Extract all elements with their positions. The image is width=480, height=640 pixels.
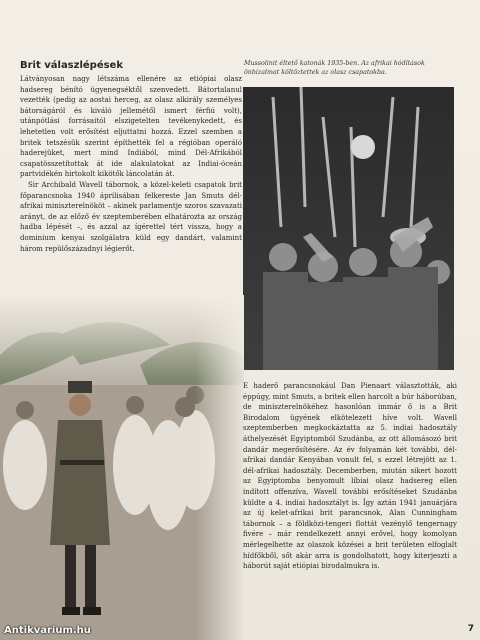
- watermark: Antikvarium.hu: [4, 625, 91, 636]
- left-paragraph-1: Látványosan nagy létszáma ellenére az etiópiai olasz hadsereg bénító ügyenegséktől szenvedett. Bátortalanul vezették (pedig az aostai herceg, az olasz alkirály személyes bátorságáról és kiváló jellemétől ismert férfiú volt), utánpótlási forrásaitól elszigetelten tevékenykedett, és lehetetlen volt erősítést eljuttatni hozzá. Ezzel szemben a britek tetszésük szerint építhették fel a régióban operáló haderejüket, mert mind Indiából, mind Dél-Afrikából csapatösszetítottak át ide alakulatokat az Indiai-óceán partvidékén hirtokolt kikötők láncolatán át.: [20, 75, 242, 179]
- right-text-column: [243, 381, 457, 572]
- officer-photo: [0, 295, 244, 640]
- crowd-photo-illustration: [243, 87, 454, 370]
- left-text-column: [20, 60, 242, 254]
- left-paragraph-2: Sir Archibald Wavell tábornok, a közel-keleti csapatok brit főparancsnoka 1940 áprilisában felkereste Jan Smuts dél-afrikai miniszterelnököt – akinek parlamentje szoros szavazati arányt, de az előző év szeptemberében elhatározta az ország hadba lépését –, és azzal az ígérettel tért vissza, hogy a dominium kenyai szolgálatra küld egy dandárt, valamint három repülőszázadnyi légierőt.: [20, 180, 242, 253]
- photo-caption: Mussolinit éltető katonák 1935-ben. Az afrikai hódítások önbizalmat költöztettek az olasz csapatokba.: [244, 60, 425, 77]
- crowd-photo: [243, 87, 454, 370]
- right-paragraph-1: E haderő parancsnokául Dan Pienaart választották, aki éppúgy, mint Smuts, a britek ellen harcolt a búr háborúban, de miniszterelnökéhez hasonlóan immár ő is a Brit Birodalom ügyének elkötelezett híve volt. Wavell szeptemberben megkockáztatta az 5. indiai hadosztály áthelyezését Egyiptomból Szudánba, az ott állomásozó brit dandár megerősítésére. Az év folyamán két további, dél-afrikai dandár Kenyában vonult fel, s ezzel létrejött az 1. dél-afrikai hadosztály. Decemberben, miután sikert hozott az Egyiptomba benyomult líbiai olasz hadsereg ellen indított offenzíva, Wavell további erősítéseket Szudánba küldte a 4. indiai hadosztályt is. Így aztán 1941 januárjára az új kelet-afrikai brit parancsnok, Alan Cunningham tábornok – a földközi-tengeri flottát vezénylő tengernagy fivére – már rendelkezett annyi erővel, hogy komolyan mérlegelhette az olaszok közései a brit területen elfoglalt hídfőkből, sőt akár arra is gondolhatott, hogy kiterjeszti a háborút saját etiópiai birodalmukra is.: [243, 382, 457, 571]
- page-number: 7: [467, 624, 474, 634]
- section-heading: Brit válaszlépések: [20, 60, 123, 71]
- officer-photo-illustration: [0, 295, 244, 640]
